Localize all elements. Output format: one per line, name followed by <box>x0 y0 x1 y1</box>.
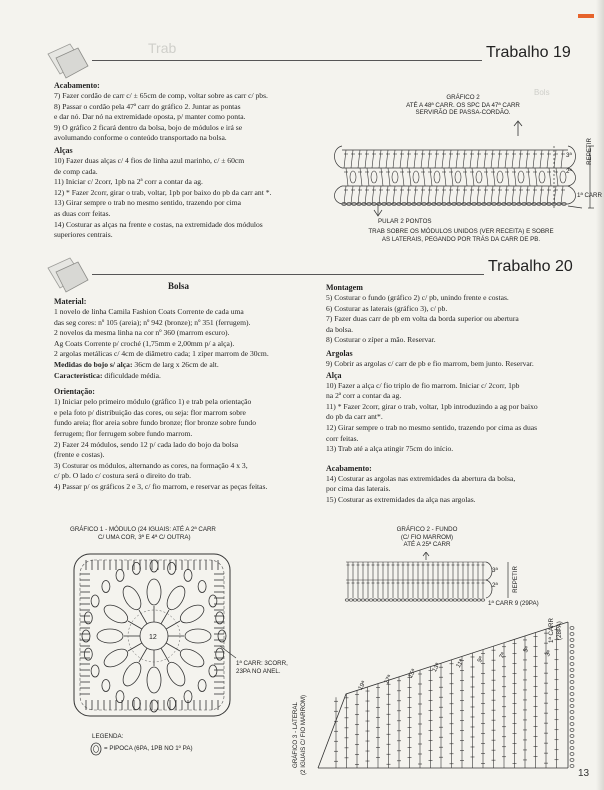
alcas-line: 11) Iniciar c/ 2corr, 1pb na 2ª corr a contar da ag. <box>54 177 203 187</box>
alca-line: 13) Trab até a alça atingir 75cm do início. <box>326 444 454 454</box>
grafico1-note: 1ª CARR: 3CORR, 23PA NO ANEL. <box>236 660 288 675</box>
row-label-2: 2ª <box>566 168 572 175</box>
orientacao-line: c/ pb. O lado c/ costura será o direito do trab. <box>54 471 192 481</box>
grafico2-top-footnote: TRAB SOBRE OS MÓDULOS UNIDOS (VER RECEITA) E SOBRE AS LATERAIS, PEGANDO POR TRÁS DA CARR DE PB. <box>368 228 554 243</box>
orientacao-line: (frente e costas). <box>54 450 105 460</box>
alcas-line: 14) Costurar as alças na frente e costas, na extremidade dos módulos <box>54 219 263 229</box>
orientacao-heading: Orientação: <box>54 387 95 397</box>
acabamento-20-line: 15) Costurar as extremidades da alça nas argolas. <box>326 494 476 504</box>
row-label-3: 3ª <box>566 152 572 159</box>
first-row-label: 1ª CARR <box>577 192 602 199</box>
alcas-line: 10) Fazer duas alças c/ 4 fios de linha azul marinho, c/ ± 60cm <box>54 155 245 165</box>
alcas-heading: Alças <box>54 145 73 155</box>
orange-tab-marker <box>578 14 594 18</box>
material-line: Ag Coats Corrente p/ croché (1,75mm e 2,00mm p/ a alça). <box>54 338 235 348</box>
orientacao-line: fundo areia; flor areia sobre fundo bronze; flor bronze sobre fundo <box>54 418 256 428</box>
material-line: 2 argolas metálicas c/ 4cm de diâmetro cada; 1 zíper marrom de 30cm. <box>54 349 269 359</box>
trabalho-19-text <box>54 80 354 241</box>
trabalho-19-title: Trabalho 19 <box>486 44 571 61</box>
product-name: Bolsa <box>168 281 190 291</box>
alca-line: 10) Fazer a alça c/ fio triplo de fio marrom. Iniciar c/ 2corr, 1pb <box>326 380 520 390</box>
grafico2-top-diagram <box>332 118 604 238</box>
repetir-bottom-label: REPETIR <box>512 566 519 593</box>
grafico1-diagram <box>64 546 240 726</box>
acabamento-20-line: 14) Costurar as argolas nas extremidades da abertura da bolsa, <box>326 473 516 483</box>
montagem-line: 6) Costurar as laterais (gráfico 3), c/ pb. <box>326 303 448 313</box>
alca-line: corr feitas. <box>326 433 359 443</box>
orientacao-line: 2) Fazer 24 módulos, sendo 12 p/ cada lado do bojo da bolsa <box>54 439 239 449</box>
material-line: 2 novelos da mesma linha na cor nº 360 (marrom escuro). <box>54 328 230 338</box>
alca-line: 11) * Fazer 2corr, girar o trab, voltar, 1pb introduzindo a ag por baixo <box>326 401 538 411</box>
montagem-line: 7) Fazer duas carr de pb em volta da borda superior ou abertura <box>326 314 519 324</box>
material-line: 1 novelo de linha Camila Fashion Coats Corrente de cada uma <box>54 307 244 316</box>
montagem-line: da bolsa. <box>326 324 353 334</box>
orientacao-line: 1) Iniciar pelo primeiro módulo (gráfico 1) e trab pela orientação <box>54 397 252 407</box>
montagem-line: 8) Costurar o zíper a mão. Reservar. <box>326 335 436 345</box>
bleed-through-text: Bols <box>534 88 550 97</box>
alca-line: 12) Girar sempre o trab no mesmo sentido, trazendo por cima as duas <box>326 422 538 432</box>
decorative-paper-icon <box>42 254 92 294</box>
orientacao-line: e pela foto p/ distribuição das cores, ou seja: flor marrom sobre <box>54 407 246 417</box>
medidas-label: Medidas do bojo s/ alça: <box>54 359 133 369</box>
grafico1-caption: GRÁFICO 1 - MÓDULO (24 IGUAIS: ATÉ A 2ª CARR C/ UMA COR, 3ª E 4ª C/ OUTRA) <box>70 526 216 541</box>
argolas-heading: Argolas <box>326 348 353 358</box>
grafico3-row-label: 5ª <box>522 645 532 654</box>
medidas-value: 36cm de larg x 26cm de alt. <box>134 359 219 369</box>
grafico2-bottom-caption: GRÁFICO 2 - FUNDO (C/ FIO MARROM) ATÉ A 25ª CARR <box>396 526 458 549</box>
trabalho-20-title: Trabalho 20 <box>488 258 573 275</box>
row-label-3-bottom: 3ª <box>492 567 498 574</box>
argolas-line: 9) Cobrir as argolas c/ carr de pb e fio marrom, bem junto. Reservar. <box>326 358 534 368</box>
grafico3-first-row: 1ª CARR (28PA) <box>548 618 563 643</box>
acabamento-line: 9) O gráfico 2 ficará dentro da bolsa, bojo de módulos e irá se <box>54 122 243 132</box>
decorative-paper-icon <box>42 40 92 80</box>
pipoca-symbol-icon <box>90 742 102 756</box>
grafico3-caption: GRÁFICO 3 - LATERAL (2 IGUAIS C/ FIO MARROM) <box>292 694 307 776</box>
alcas-line: de comp cada. <box>54 166 98 176</box>
alca-line: do pb da carr ant*. <box>326 412 383 422</box>
alca-line: na 2ª corr a contar da ag. <box>326 391 402 401</box>
grafico3-row-label: 13ª <box>431 661 442 674</box>
row-label-2-bottom: 2ª <box>492 582 498 589</box>
grafico3-row-label: 11ª <box>454 658 466 670</box>
acabamento-line: 8) Passar o cordão pela 47ª carr do gráfico 2. Juntar as pontas <box>54 101 241 111</box>
acabamento-20-line: por cima das laterais. <box>326 484 391 494</box>
acabamento-line: avolumando conforme o conteúdo transportado na bolsa. <box>54 133 227 143</box>
orientacao-line: 3) Costurar os módulos, alternando as cores, na formação 4 x 3, <box>54 460 248 470</box>
caracteristica-value: dificuldade média. <box>104 370 161 380</box>
grafico3-row-label: 9ª <box>476 655 486 664</box>
montagem-heading: Montagem <box>326 283 363 292</box>
alcas-line: as duas corr feitas. <box>54 208 111 218</box>
first-row-bottom: 1ª CARR 9 (29PA) <box>488 600 539 607</box>
pular-label: PULAR 2 PONTOS <box>378 218 432 225</box>
bleed-through-text: Trab <box>148 40 177 56</box>
grafico3-row-label: 3ª <box>544 649 554 658</box>
grafico3-row-label: 17ª <box>383 673 394 686</box>
section-rule <box>92 60 482 61</box>
legenda-title: LEGENDA: <box>92 733 124 740</box>
montagem-line: 5) Costurar o fundo (gráfico 2) c/ pb, unindo frente e costas. <box>326 293 509 302</box>
alcas-line: superiores centrais. <box>54 230 113 240</box>
grafico3-row-label: 15ª <box>407 667 418 680</box>
orientacao-line: ferrugem; flor ferrugem sobre fundo marrom. <box>54 428 193 438</box>
repetir-label: REPETIR <box>586 138 593 165</box>
grafico3-diagram <box>316 620 578 772</box>
trabalho-20-left-column <box>54 296 316 493</box>
grafico2-top-caption: GRÁFICO 2 ATÉ A 48ª CARR. OS SPC DA 47ª CARR SERVIRÃO DE PASSA-CORDÃO. <box>406 94 520 117</box>
alcas-line: 12) * Fazer 2corr, girar o trab, voltar, 1pb por baixo do pb da carr ant *. <box>54 187 272 197</box>
acabamento-line: 7) Fazer cordão de carr c/ ± 65cm de comp, voltar sobre as carr c/ pbs. <box>54 91 268 100</box>
legenda-item: = PIPOCA (6PA, 1PB NO 1º PA) <box>104 745 193 752</box>
alcas-line: 13) Girar sempre o trab no mesmo sentido, trazendo por cima <box>54 198 242 208</box>
trabalho-20-right-column <box>326 282 588 506</box>
center-number: 12 <box>149 634 157 641</box>
alca-heading: Alça <box>326 370 342 380</box>
acabamento-heading: Acabamento: <box>54 81 100 90</box>
page-number: 13 <box>578 768 590 779</box>
grafico3-row-label: 19ª <box>357 679 368 692</box>
acabamento-20-heading: Acabamento: <box>326 463 372 473</box>
orientacao-line: 4) Passar p/ os gráficos 2 e 3, c/ fio marrom, e reservar as peças feitas. <box>54 481 268 491</box>
caracteristica-label: Característica: <box>54 370 103 380</box>
acabamento-line: e dar nó. Dar nó na extremidade oposta, p/ manter como ponta. <box>54 112 246 122</box>
material-heading: Material: <box>54 297 87 306</box>
section-rule <box>92 274 484 275</box>
grafico3-row-label: 7ª <box>498 651 508 660</box>
material-line: das seg cores: nº 105 (areia); nº 942 (bronze); nº 351 (ferrugem). <box>54 317 251 327</box>
